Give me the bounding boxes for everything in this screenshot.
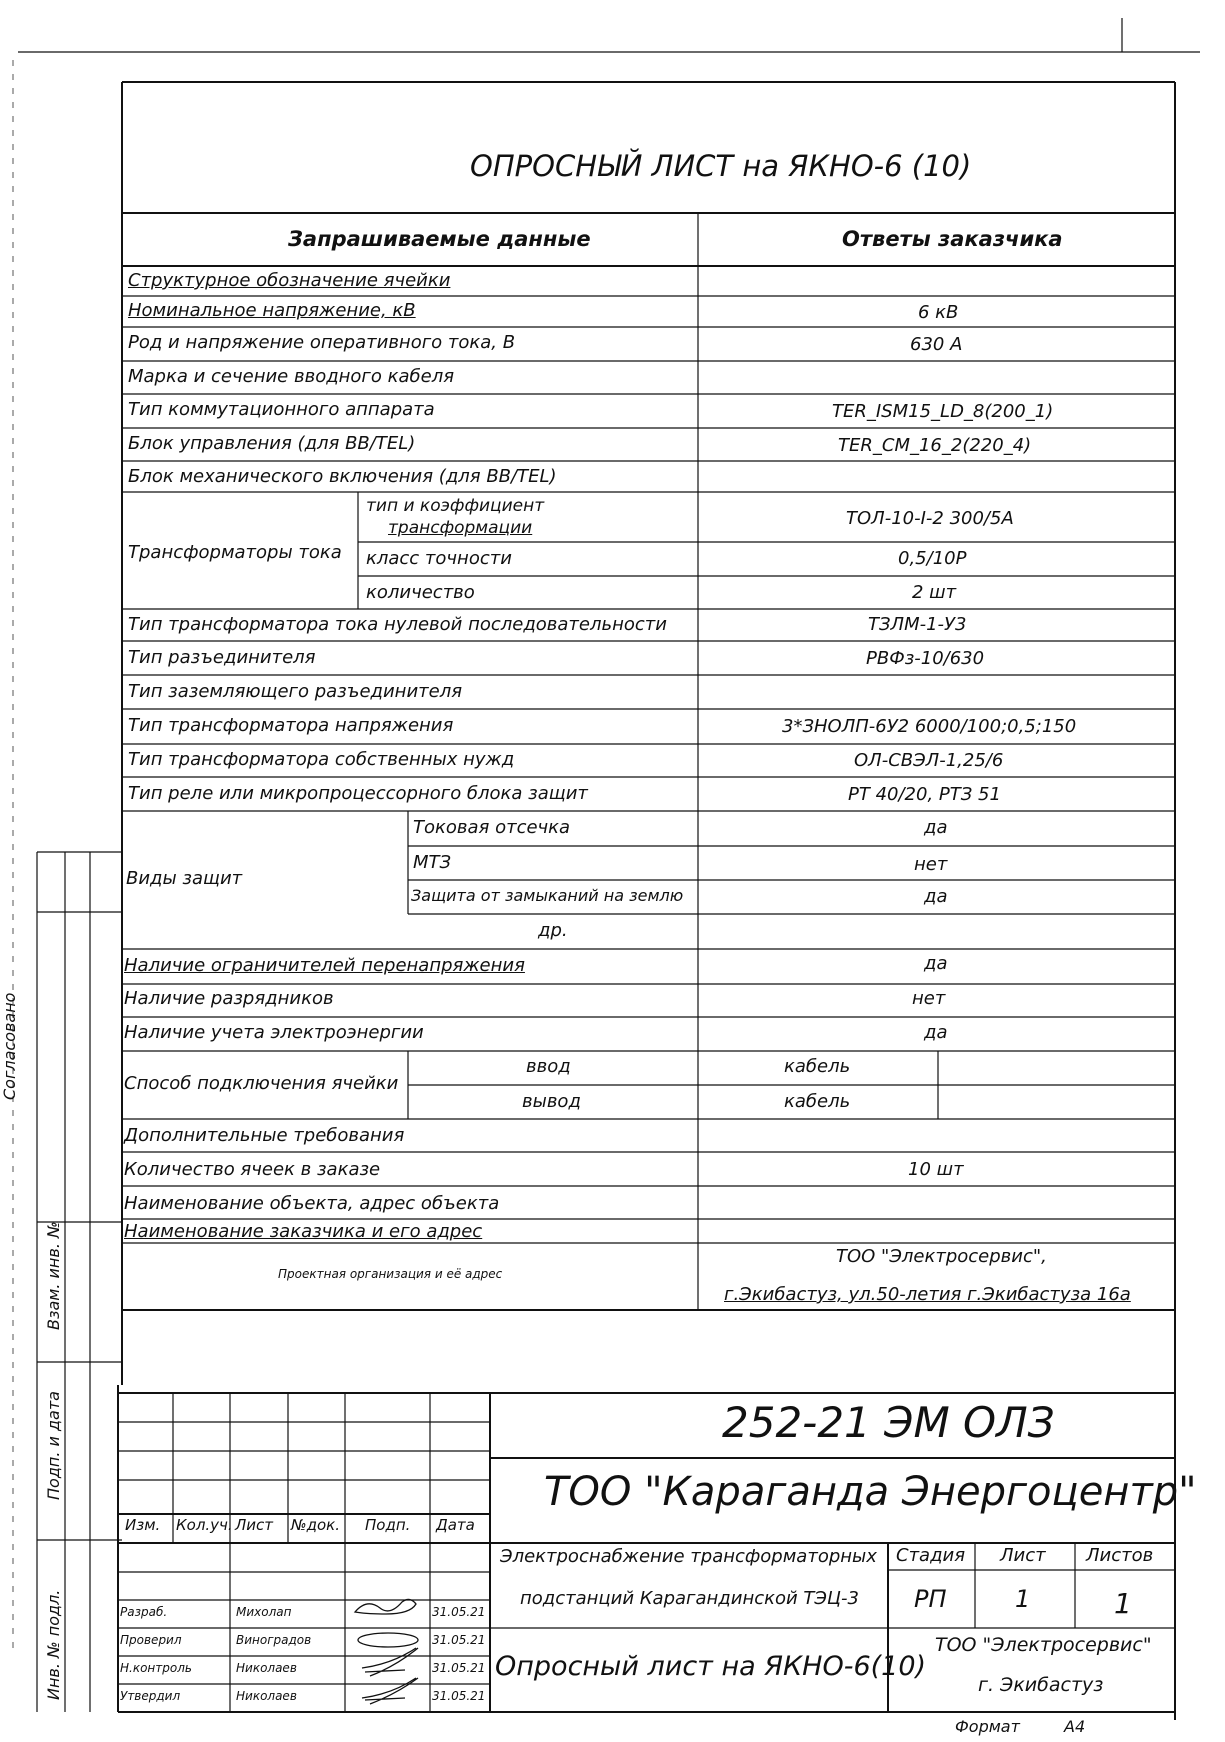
org-line-1: ТОО "Электросервис" (935, 1634, 1152, 1656)
person-role: Разраб. (120, 1605, 168, 1619)
row-value: 6 кВ (918, 302, 959, 323)
col-header-answers: Ответы заказчика (842, 227, 1063, 251)
project-line-2: подстанций Карагандинской ТЭЦ-3 (520, 1588, 859, 1609)
prot-sub: МТЗ (413, 852, 452, 873)
side-vzam: Взам. инв. № (44, 1221, 63, 1330)
format-value: А4 (1064, 1717, 1086, 1736)
ct-qty-label: количество (366, 582, 475, 603)
hdr-podp: Подп. (365, 1516, 411, 1534)
side-agreed: Согласовано (0, 992, 19, 1100)
row-value: 10 шт (908, 1159, 964, 1180)
person-date: 31.05.21 (432, 1661, 486, 1675)
row-value: ОЛ-СВЭЛ-1,25/6 (854, 750, 1004, 771)
row-value: 3*ЗНОЛП-6У2 6000/100;0,5;150 (782, 716, 1077, 737)
row-label: Наименование заказчика и его адрес (124, 1221, 483, 1242)
stage-value: РП (914, 1585, 947, 1613)
row-value: ТОО "Электросервис", (836, 1246, 1047, 1267)
row-label: Род и напряжение оперативного тока, В (128, 332, 516, 353)
row-label: Наличие ограничителей перенапряжения (124, 955, 525, 976)
side-inv: Инв. № подл. (44, 1589, 63, 1700)
person-role: Н.контроль (120, 1661, 192, 1675)
ct-qty-value: 2 шт (912, 582, 957, 603)
row-label: Количество ячеек в заказе (124, 1159, 381, 1180)
company-name: ТОО "Караганда Энергоцентр" (544, 1469, 1197, 1515)
person-name: Николаев (236, 1661, 297, 1675)
current-transformers-label: Трансформаторы тока (128, 542, 342, 563)
prot-value: да (924, 817, 948, 838)
person-name: Виноградов (236, 1633, 312, 1647)
conn-value: кабель (784, 1056, 851, 1077)
sheets-value: 1 (1114, 1587, 1132, 1620)
person-name: Михолап (236, 1605, 292, 1619)
hdr-ndok: №док. (291, 1516, 340, 1534)
ct-sub-type-2: трансформации (388, 518, 533, 538)
hdr-list: Лист (235, 1516, 274, 1534)
row-label: Наименование объекта, адрес объекта (124, 1193, 500, 1214)
row-label: Блок управления (для ВВ/TEL) (128, 433, 416, 454)
row-label: Марка и сечение вводного кабеля (128, 366, 455, 387)
person-name: Николаев (236, 1689, 297, 1703)
row-value: РВФз-10/630 (866, 648, 985, 669)
row-label: Тип заземляющего разъединителя (128, 681, 463, 702)
person-date: 31.05.21 (432, 1633, 486, 1647)
row-label: Номинальное напряжение, кВ (128, 300, 416, 321)
sheet-value: 1 (1015, 1585, 1031, 1613)
row-value: 630 А (910, 334, 963, 355)
row-label: Тип трансформатора напряжения (128, 715, 454, 736)
ct-class-label: класс точности (366, 548, 512, 569)
prot-value: да (924, 886, 948, 907)
org-line-2: г. Экибастуз (978, 1674, 1104, 1696)
row-label: Тип реле или микропроцессорного блока защит (128, 783, 588, 804)
row-value: г.Экибастуз, ул.50-летия г.Экибастуза 16а (724, 1284, 1131, 1305)
row-value: ТЗЛМ-1-У3 (868, 614, 967, 635)
row-label: Дополнительные требования (124, 1125, 405, 1146)
row-value: нет (912, 988, 946, 1009)
project-line-1: Электроснабжение трансформаторных (500, 1546, 877, 1567)
row-value: РТ 40/20, РТЗ 51 (848, 784, 1001, 805)
row-label: Тип трансформатора собственных нужд (128, 749, 515, 770)
row-label: Наличие учета электроэнергии (124, 1022, 424, 1043)
person-date: 31.05.21 (432, 1605, 486, 1619)
row-value: да (924, 1022, 948, 1043)
row-label: Тип трансформатора тока нулевой последовательности (128, 614, 667, 635)
row-value: TER_ISM15_LD_8(200_1) (832, 401, 1054, 422)
row-value: TER_CM_16_2(220_4) (838, 435, 1032, 456)
sheet-header: Лист (1000, 1545, 1046, 1566)
row-label: Проектная организация и её адрес (278, 1267, 503, 1281)
conn-sub: вывод (522, 1091, 581, 1112)
protection-types-label: Виды защит (126, 868, 243, 889)
row-label: Тип разъединителя (128, 647, 316, 668)
hdr-kol: Кол.уч. (176, 1516, 233, 1534)
connection-method-label: Способ подключения ячейки (124, 1073, 399, 1094)
hdr-izm: Изм. (125, 1516, 161, 1534)
ct-type-value: ТОЛ-10-I-2 300/5А (846, 508, 1014, 529)
ct-class-value: 0,5/10Р (898, 548, 967, 569)
doc-code: 252-21 ЭМ ОЛЗ (722, 1398, 1055, 1447)
prot-sub: др. (538, 920, 568, 941)
prot-sub: Защита от замыканий на землю (411, 886, 684, 905)
col-header-requested: Запрашиваемые данные (288, 227, 591, 251)
row-value: да (924, 953, 948, 974)
prot-sub: Токовая отсечка (413, 817, 571, 838)
prot-value: нет (914, 854, 948, 875)
hdr-data: Дата (436, 1516, 475, 1534)
conn-sub: ввод (526, 1056, 571, 1077)
format-label: Формат (955, 1717, 1020, 1736)
row-label: Блок механического включения (для ВВ/TEL) (128, 466, 557, 487)
person-role: Проверил (120, 1633, 182, 1647)
row-label: Наличие разрядников (124, 988, 334, 1009)
person-role: Утвердил (120, 1689, 181, 1703)
conn-value: кабель (784, 1091, 851, 1112)
page-title: ОПРОСНЫЙ ЛИСТ на ЯКНО-6 (10) (470, 149, 972, 183)
stage-header: Стадия (896, 1545, 966, 1566)
ct-sub-type: тип и коэффициент (366, 496, 545, 516)
row-label: Тип коммутационного аппарата (128, 399, 435, 420)
sheets-header: Листов (1086, 1545, 1154, 1566)
row-label: Структурное обозначение ячейки (128, 270, 451, 291)
signature-marks (355, 1599, 418, 1704)
side-podp: Подп. и дата (44, 1391, 63, 1500)
doc-title: Опросный лист на ЯКНО-6(10) (495, 1651, 927, 1682)
person-date: 31.05.21 (432, 1689, 486, 1703)
